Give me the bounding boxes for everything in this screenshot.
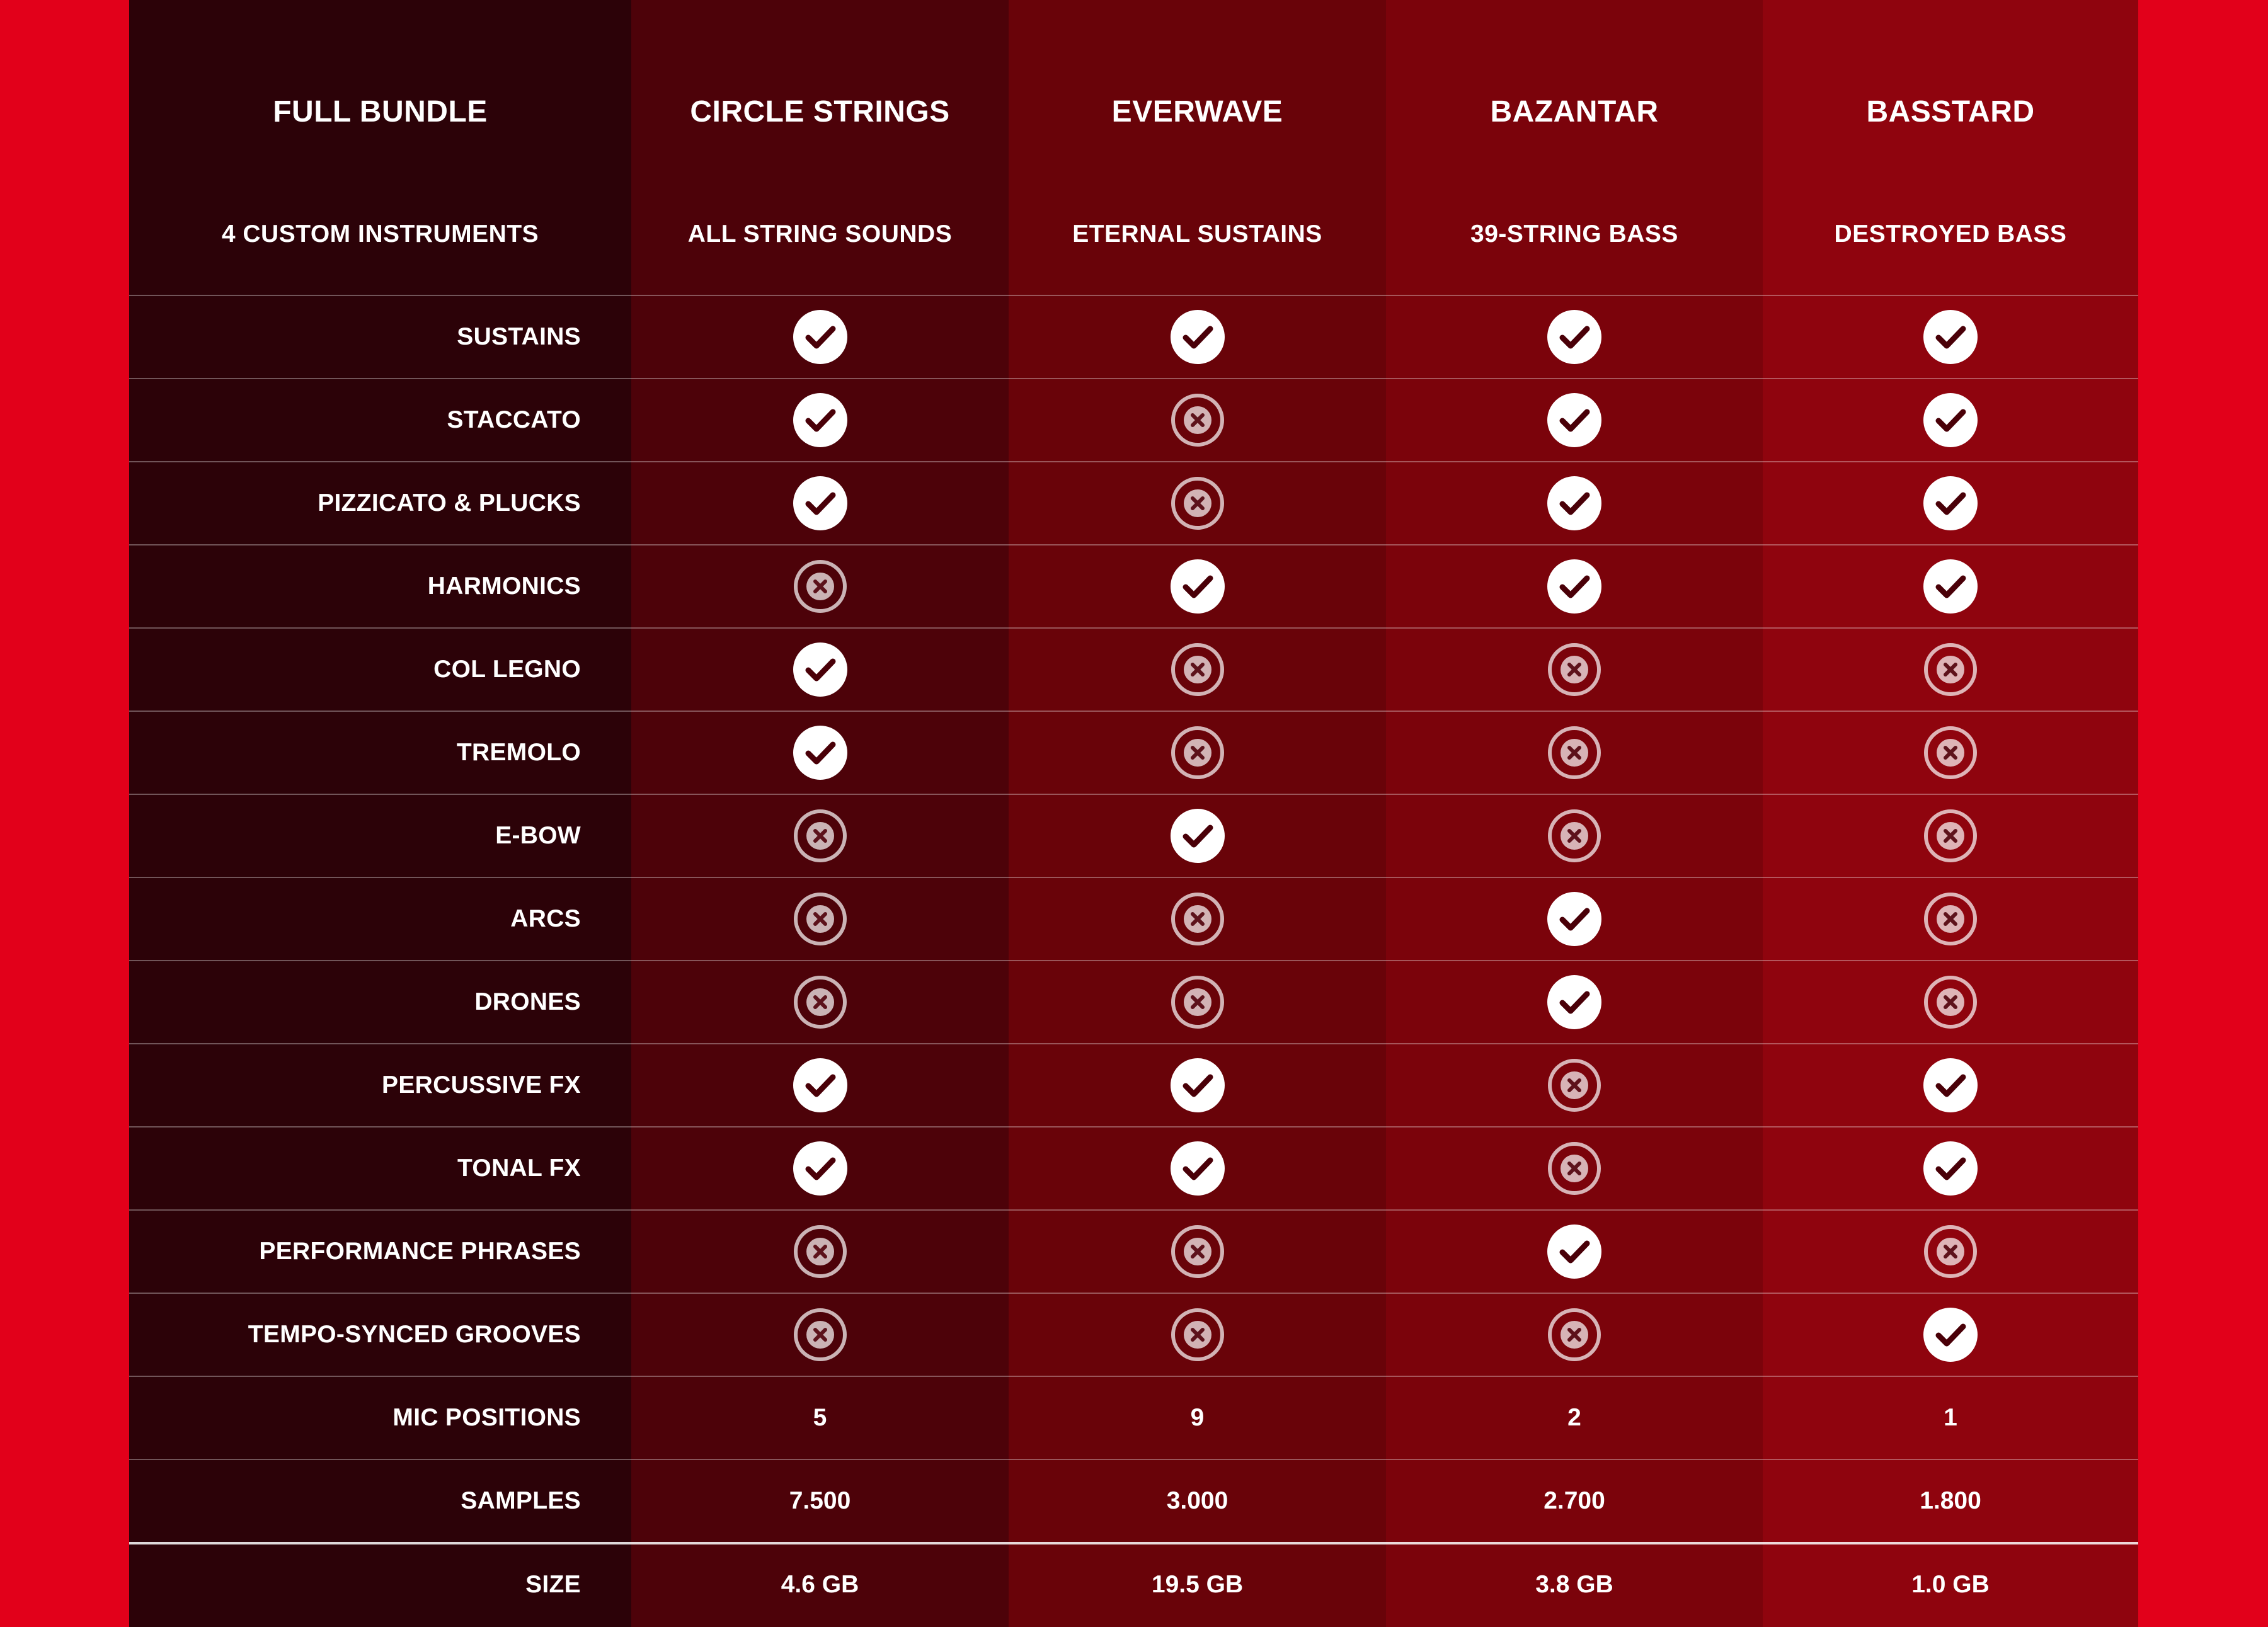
check-circle-icon (1170, 559, 1225, 614)
feature-row (129, 461, 2138, 544)
spec-label: SIZE (525, 1571, 581, 1598)
x-circle-icon (1170, 392, 1225, 448)
feature-cell-basstard (1763, 629, 2138, 711)
feature-cell-basstard (1763, 462, 2138, 544)
feature-cell-basstard (1763, 1044, 2138, 1126)
column-subtitle-circle-strings: ALL STRING SOUNDS (687, 220, 953, 248)
spec-value-circle-strings: 5 (813, 1404, 827, 1431)
spec-row (129, 1376, 2138, 1459)
feature-cell-circle-strings (631, 545, 1009, 627)
feature-cell-circle-strings (631, 878, 1009, 960)
x-circle-icon (1923, 974, 1978, 1030)
spec-value-bazantar: 2 (1567, 1404, 1581, 1431)
column-title-circle-strings: CIRCLE STRINGS (690, 94, 950, 128)
feature-cell-everwave (1009, 712, 1386, 794)
feature-row (129, 1126, 2138, 1209)
feature-label: PIZZICATO & PLUCKS (318, 489, 581, 517)
column-title-bazantar: BAZANTAR (1490, 94, 1659, 128)
check-circle-icon (1923, 1307, 1978, 1362)
x-circle-icon (1923, 1224, 1978, 1279)
x-circle-icon (793, 974, 848, 1030)
feature-cell-circle-strings (631, 1044, 1009, 1126)
column-title-everwave: EVERWAVE (1111, 94, 1283, 128)
spec-value-everwave: 9 (1190, 1404, 1205, 1431)
x-circle-icon (793, 808, 848, 864)
feature-cell-basstard (1763, 878, 2138, 960)
spec-value-basstard: 1.800 (1920, 1487, 1981, 1514)
check-circle-icon (1170, 309, 1225, 365)
feature-cell-circle-strings (631, 379, 1009, 461)
feature-label: PERCUSSIVE FX (382, 1071, 581, 1099)
feature-row (129, 1293, 2138, 1376)
comparison-table (129, 0, 2138, 1627)
feature-cell-everwave (1009, 545, 1386, 627)
x-circle-icon (1923, 725, 1978, 780)
check-circle-icon (1170, 1058, 1225, 1113)
check-circle-icon (1923, 392, 1978, 448)
x-circle-icon (1923, 642, 1978, 697)
spec-label: MIC POSITIONS (392, 1404, 581, 1431)
check-circle-icon (793, 309, 848, 365)
column-subtitle-bazantar: 39-STRING BASS (1470, 220, 1678, 248)
feature-cell-bazantar (1386, 462, 1763, 544)
feature-cell-everwave (1009, 629, 1386, 711)
check-circle-icon (793, 642, 848, 697)
feature-row (129, 1043, 2138, 1126)
x-circle-icon (793, 559, 848, 614)
feature-row (129, 544, 2138, 627)
feature-cell-basstard (1763, 545, 2138, 627)
feature-cell-everwave (1009, 1044, 1386, 1126)
x-circle-icon (1547, 808, 1602, 864)
feature-cell-circle-strings (631, 1211, 1009, 1293)
feature-cell-bazantar (1386, 712, 1763, 794)
feature-label: TREMOLO (456, 739, 581, 766)
column-subtitle-basstard: DESTROYED BASS (1834, 220, 2067, 248)
feature-row (129, 378, 2138, 461)
feature-cell-circle-strings (631, 629, 1009, 711)
feature-cell-basstard (1763, 795, 2138, 877)
feature-cell-bazantar (1386, 961, 1763, 1043)
x-circle-icon (1170, 891, 1225, 947)
spec-value-everwave: 19.5 GB (1151, 1571, 1244, 1598)
feature-cell-bazantar (1386, 1127, 1763, 1209)
feature-label: DRONES (474, 988, 581, 1015)
feature-label: PERFORMANCE PHRASES (259, 1238, 581, 1265)
x-circle-icon (1547, 1307, 1602, 1362)
feature-cell-basstard (1763, 1211, 2138, 1293)
column-subtitle-everwave: ETERNAL SUSTAINS (1072, 220, 1322, 248)
feature-cell-everwave (1009, 1127, 1386, 1209)
column-subtitle-full-bundle: 4 CUSTOM INSTRUMENTS (221, 220, 539, 248)
feature-label: COL LEGNO (433, 656, 581, 683)
feature-cell-circle-strings (631, 961, 1009, 1043)
check-circle-icon (1170, 808, 1225, 864)
check-circle-icon (1547, 974, 1602, 1030)
x-circle-icon (1170, 974, 1225, 1030)
feature-cell-bazantar (1386, 878, 1763, 960)
x-circle-icon (1923, 891, 1978, 947)
feature-cell-everwave (1009, 1211, 1386, 1293)
feature-cell-circle-strings (631, 795, 1009, 877)
column-title-full-bundle: FULL BUNDLE (273, 94, 488, 128)
feature-cell-bazantar (1386, 296, 1763, 378)
feature-row (129, 1209, 2138, 1293)
column-title-basstard: BASSTARD (1866, 94, 2035, 128)
x-circle-icon (1170, 1307, 1225, 1362)
feature-cell-basstard (1763, 1294, 2138, 1376)
x-circle-icon (1170, 1224, 1225, 1279)
feature-row (129, 877, 2138, 960)
feature-row (129, 960, 2138, 1043)
feature-row (129, 295, 2138, 378)
feature-cell-basstard (1763, 961, 2138, 1043)
x-circle-icon (793, 1307, 848, 1362)
feature-label: SUSTAINS (457, 323, 581, 350)
spec-value-bazantar: 3.8 GB (1535, 1571, 1613, 1598)
spec-value-basstard: 1 (1944, 1404, 1957, 1431)
check-circle-icon (793, 1058, 848, 1113)
check-circle-icon (1547, 392, 1602, 448)
x-circle-icon (1547, 1058, 1602, 1113)
feature-cell-everwave (1009, 795, 1386, 877)
check-circle-icon (793, 725, 848, 780)
feature-cell-everwave (1009, 1294, 1386, 1376)
feature-cell-bazantar (1386, 629, 1763, 711)
x-circle-icon (1547, 1141, 1602, 1196)
feature-label: TEMPO-SYNCED GROOVES (248, 1321, 581, 1348)
feature-cell-circle-strings (631, 712, 1009, 794)
feature-row (129, 711, 2138, 794)
feature-cell-basstard (1763, 1127, 2138, 1209)
feature-cell-bazantar (1386, 1211, 1763, 1293)
feature-cell-bazantar (1386, 379, 1763, 461)
x-circle-icon (1547, 642, 1602, 697)
feature-cell-circle-strings (631, 1127, 1009, 1209)
x-circle-icon (1923, 808, 1978, 864)
feature-cell-everwave (1009, 379, 1386, 461)
feature-row (129, 794, 2138, 877)
feature-cell-everwave (1009, 296, 1386, 378)
feature-label: ARCS (510, 905, 581, 932)
feature-cell-basstard (1763, 712, 2138, 794)
x-circle-icon (1170, 725, 1225, 780)
check-circle-icon (1923, 559, 1978, 614)
feature-cell-basstard (1763, 296, 2138, 378)
feature-label: STACCATO (447, 406, 581, 433)
spec-value-circle-strings: 4.6 GB (781, 1571, 859, 1598)
check-circle-icon (1923, 476, 1978, 531)
check-circle-icon (1547, 559, 1602, 614)
check-circle-icon (793, 1141, 848, 1196)
check-circle-icon (1547, 476, 1602, 531)
feature-label: E-BOW (495, 822, 581, 849)
check-circle-icon (1547, 309, 1602, 365)
check-circle-icon (1547, 1224, 1602, 1279)
spec-value-everwave: 3.000 (1166, 1487, 1228, 1514)
spec-value-bazantar: 2.700 (1544, 1487, 1605, 1514)
x-circle-icon (793, 891, 848, 947)
x-circle-icon (1547, 725, 1602, 780)
check-circle-icon (793, 392, 848, 448)
feature-cell-basstard (1763, 379, 2138, 461)
spec-row (129, 1459, 2138, 1542)
x-circle-icon (793, 1224, 848, 1279)
spec-label: SAMPLES (461, 1487, 581, 1514)
feature-cell-bazantar (1386, 1044, 1763, 1126)
check-circle-icon (1923, 1058, 1978, 1113)
check-circle-icon (1923, 309, 1978, 365)
check-circle-icon (793, 476, 848, 531)
check-circle-icon (1170, 1141, 1225, 1196)
x-circle-icon (1170, 642, 1225, 697)
feature-cell-everwave (1009, 878, 1386, 960)
spec-value-basstard: 1.0 GB (1911, 1571, 1990, 1598)
feature-cell-bazantar (1386, 795, 1763, 877)
feature-cell-bazantar (1386, 1294, 1763, 1376)
feature-cell-bazantar (1386, 545, 1763, 627)
feature-cell-everwave (1009, 462, 1386, 544)
check-circle-icon (1923, 1141, 1978, 1196)
feature-label: HARMONICS (427, 573, 581, 600)
x-circle-icon (1170, 476, 1225, 531)
check-circle-icon (1547, 891, 1602, 947)
feature-cell-circle-strings (631, 1294, 1009, 1376)
spec-value-circle-strings: 7.500 (789, 1487, 851, 1514)
feature-cell-circle-strings (631, 296, 1009, 378)
feature-cell-circle-strings (631, 462, 1009, 544)
feature-cell-everwave (1009, 961, 1386, 1043)
feature-row (129, 627, 2138, 711)
spec-row (129, 1542, 2138, 1625)
feature-label: TONAL FX (457, 1155, 581, 1182)
